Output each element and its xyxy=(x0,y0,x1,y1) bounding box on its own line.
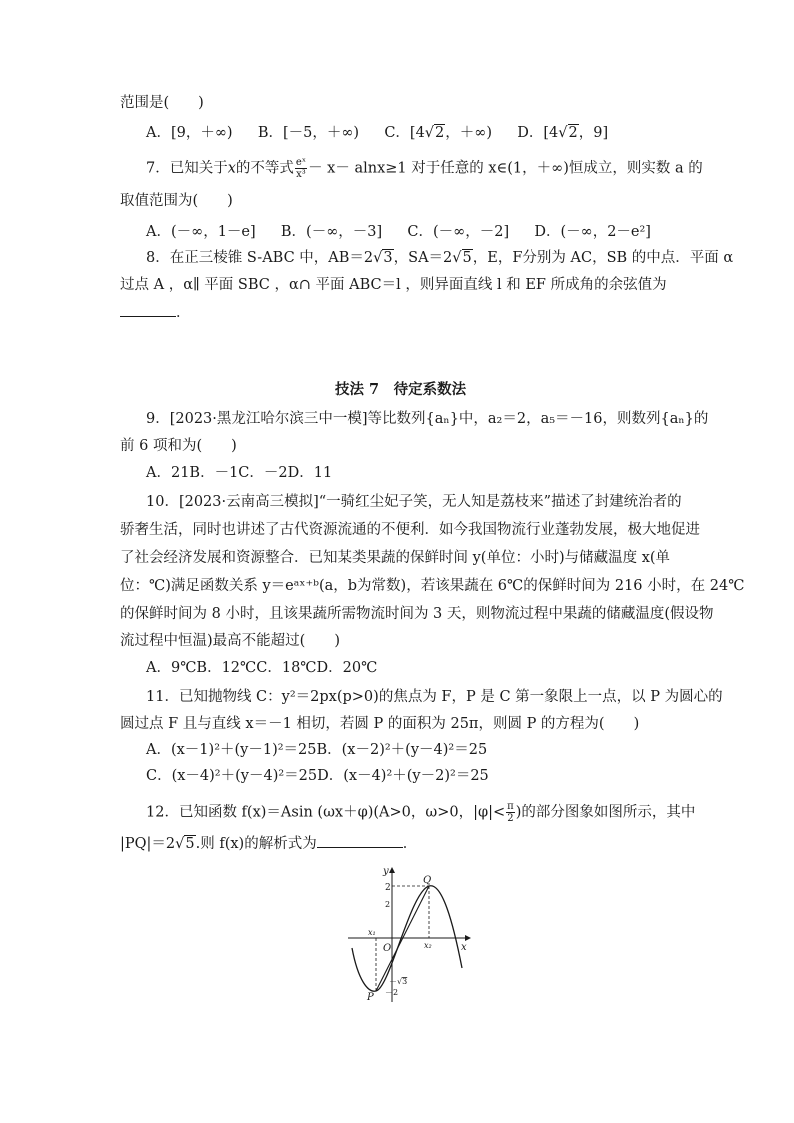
label-neg-two: －2 xyxy=(385,988,399,997)
label-o: O xyxy=(383,943,392,954)
q8-answer-blank[interactable] xyxy=(120,314,176,317)
q11-line2: 圆过点 F 且与直线 x＝－1 相切，若圆 P 的面积为 25π，则圆 P 的方程为( ) xyxy=(120,716,640,732)
q11-options-ab[interactable]: A．(x－1)²＋(y－1)²＝25B．(x－2)²＋(y－4)²＝25 xyxy=(146,742,488,758)
q10-line1: 10．[2023·云南高三模拟]“一骑红尘妃子笑，无人知是荔枝来”描述了封建统治者的 xyxy=(146,494,682,510)
q8-line1: 8．在正三棱锥 S-ABC 中，AB＝2√3，SA＝2√5，E，F分别为 AC，SB 的中点．平面 α xyxy=(146,250,734,266)
label-two-tick: 2 xyxy=(385,900,391,909)
q6-option-d[interactable]: D．[4√2，9] xyxy=(517,125,609,141)
section-title: 技法 7 待定系数法 xyxy=(335,381,467,398)
q8-line2: 过点 A ，α∥ 平面 SBC ，α∩ 平面 ABC＝l ，则异面直线 l 和 EF 所成角的余弦值为 xyxy=(120,277,667,293)
q7-options xyxy=(146,222,651,242)
q12-line2: |PQ|＝2√5.则 f(x)的解析式为 ． xyxy=(120,836,418,852)
q10-line3: 了社会经济发展和资源整合．已知某类果蔬的保鲜时间 y(单位：小时)与储藏温度 x(单 xyxy=(120,550,671,566)
label-x1: x₁ xyxy=(368,928,376,937)
label-neg-sqrt3: －√3 xyxy=(389,977,408,986)
q9-options[interactable]: A．21B．－1C．－2D．11 xyxy=(146,465,333,481)
label-q: Q xyxy=(423,875,432,886)
q10-line6: 流过程中恒温)最高不能超过( ) xyxy=(120,633,340,649)
label-x: x xyxy=(461,942,467,953)
q9-line2: 前 6 项和为( ) xyxy=(120,438,237,454)
q6-option-a[interactable]: A．[9，＋∞) xyxy=(146,125,233,141)
q11-options-cd[interactable]: C．(x－4)²＋(y－4)²＝25D．(x－4)²＋(y－2)²＝25 xyxy=(146,768,489,784)
q10-line5: 的保鲜时间为 8 小时，且该果蔬所需物流时间为 3 天，则物流过程中果蔬的储藏温度(假设物 xyxy=(120,606,714,622)
q12-fraction: $\frac{\pi}{2}$ xyxy=(507,801,514,824)
label-y: y xyxy=(383,866,389,877)
q7-option-b[interactable]: B．(－∞，－3] xyxy=(280,224,383,240)
q8-line3: ． xyxy=(120,303,191,323)
q7-option-d[interactable]: D．(－∞，2－e²] xyxy=(534,224,651,240)
q9-line1: 9．[2023·黑龙江哈尔滨三中一模]等比数列{aₙ}中，a₂＝2，a₅＝－16，则数列{aₙ}的 xyxy=(146,411,709,427)
q6-options xyxy=(146,123,608,143)
q6-option-b[interactable]: B．[－5，＋∞) xyxy=(257,125,360,141)
q12-line1: 12．已知函数 f(x)＝Asin (ωx＋φ)(A>0，ω>0，|φ|< $\frac{\pi}{2}$ )的部分图象如图所示，其中 xyxy=(146,801,696,824)
q7-fraction: $\frac{\text{eˣ}}{\text{x³}}$ xyxy=(295,157,307,180)
q10-line2: 骄奢生活，同时也讲述了古代资源流通的不便利．如今我国物流行业蓬勃发展，极大地促进 xyxy=(120,522,700,538)
sine-graph-figure xyxy=(340,862,480,1004)
label-p: P xyxy=(367,992,374,1003)
label-two: 2 xyxy=(385,883,391,893)
q7-line1: 7．已知关于x的不等式 $\frac{\text{eˣ}}{\text{x³}}$ － x－ alnx≥1 对于任意的 x∈(1，＋∞)恒成立，则实数 a 的 xyxy=(146,157,703,180)
q7-option-a[interactable]: A．(－∞，1－e] xyxy=(146,224,256,240)
q6-tail: 范围是( ) xyxy=(120,95,204,111)
q10-line4: 位：℃)满足函数关系 y＝eᵃˣ⁺ᵇ(a，b为常数)，若该果蔬在 6℃的保鲜时间为 216 小时，在 24℃ xyxy=(120,578,745,594)
q12-answer-blank[interactable] xyxy=(317,845,403,848)
q10-options[interactable]: A．9℃B．12℃C．18℃D．20℃ xyxy=(146,660,378,676)
q11-line1: 11．已知抛物线 C：y²＝2px(p>0)的焦点为 F，P 是 C 第一象限上一点，以 P 为圆心的 xyxy=(146,689,723,705)
q6-option-c[interactable]: C．[4√2，＋∞) xyxy=(384,125,493,141)
q7-option-c[interactable]: C．(－∞，－2] xyxy=(407,224,510,240)
q7-line2: 取值范围为( ) xyxy=(120,193,233,209)
label-x2: x₂ xyxy=(424,941,432,950)
